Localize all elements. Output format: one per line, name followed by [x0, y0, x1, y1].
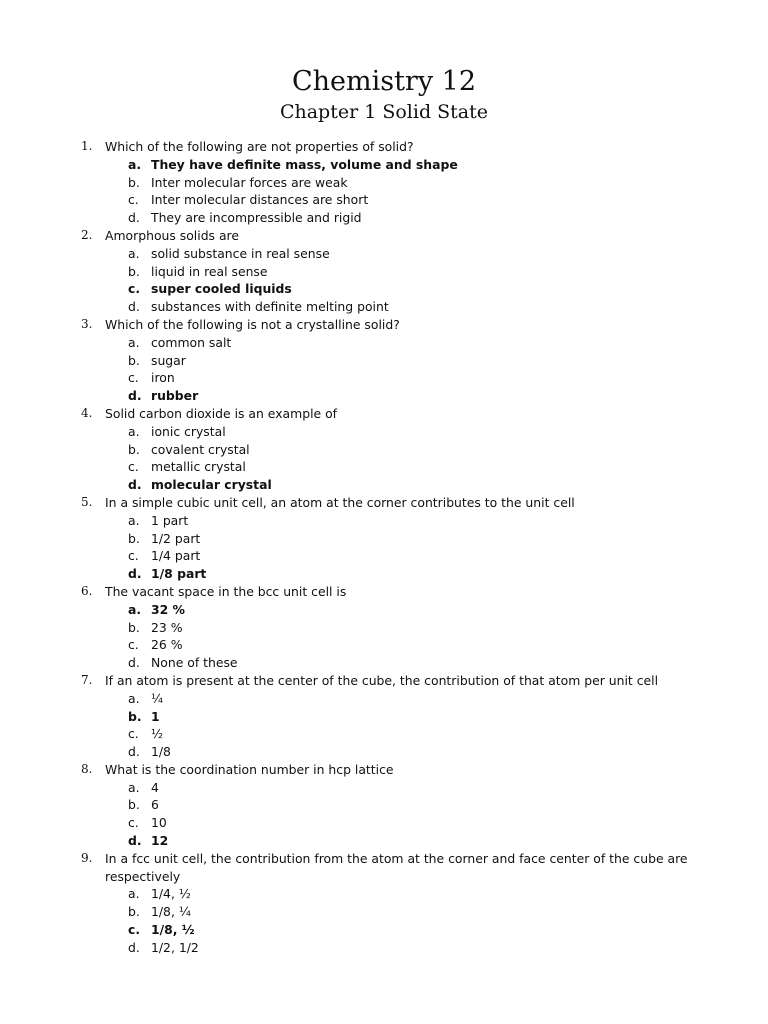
option-label: b. [128, 708, 142, 724]
option-label: d. [128, 210, 140, 226]
option-text: super cooled liquids [151, 281, 292, 297]
option-text: 1/2, 1/2 [151, 939, 199, 955]
option-text: iron [151, 370, 175, 386]
option-text: 26 % [151, 637, 183, 653]
question-7 [0, 672, 768, 690]
option-label: c. [128, 726, 139, 742]
answer-option [0, 903, 768, 921]
question-text: If an atom is present at the center of the cube, the contribution of that atom per unit cell [105, 672, 659, 688]
option-text: 1/2 part [151, 530, 201, 546]
option-label: b. [128, 797, 140, 813]
option-label: b. [128, 174, 140, 190]
answer-option [0, 547, 768, 565]
option-label: a. [128, 423, 140, 439]
option-text: solid substance in real sense [151, 245, 330, 261]
option-label: d. [128, 939, 140, 955]
question-text: Which of the following is not a crystalline solid? [105, 316, 400, 332]
option-text: rubber [151, 388, 199, 404]
option-text: molecular crystal [151, 477, 272, 493]
question-text: Amorphous solids are [105, 227, 239, 243]
option-label: a. [128, 334, 140, 350]
answer-option [0, 334, 768, 352]
option-text: ½ [151, 726, 164, 742]
option-text: Inter molecular distances are short [151, 192, 369, 208]
question-text: In a fcc unit cell, the contribution from the atom at the corner and face center of the cube are respectively [105, 850, 688, 884]
question-2 [0, 227, 768, 245]
answer-option [0, 387, 768, 405]
answer-option [0, 921, 768, 939]
answer-option [0, 476, 768, 494]
question-number: 5. [81, 494, 93, 509]
answer-option [0, 939, 768, 957]
option-text: liquid in real sense [151, 263, 268, 279]
answer-option [0, 280, 768, 298]
option-label: a. [128, 690, 140, 706]
option-text: sugar [151, 352, 186, 368]
option-label: d. [128, 833, 142, 849]
answer-option [0, 636, 768, 654]
question-list [0, 138, 768, 957]
option-text: 1 [151, 708, 160, 724]
answer-option [0, 263, 768, 281]
option-text: None of these [151, 655, 238, 671]
option-text: 1/8, ¼ [151, 904, 191, 920]
option-label: b. [128, 263, 140, 279]
option-label: d. [128, 566, 142, 582]
option-label: c. [128, 281, 141, 297]
question-text: The vacant space in the bcc unit cell is [105, 583, 347, 599]
option-text: 12 [151, 833, 169, 849]
answer-option [0, 885, 768, 903]
option-text: 1 part [151, 512, 189, 528]
answer-option [0, 245, 768, 263]
option-text: 6 [151, 797, 159, 813]
option-text: ionic crystal [151, 423, 226, 439]
answer-option [0, 298, 768, 316]
answer-option [0, 619, 768, 637]
answer-option [0, 209, 768, 227]
answer-option [0, 458, 768, 476]
option-text: 1/4, ½ [151, 886, 191, 902]
answer-option [0, 174, 768, 192]
option-text: 4 [151, 779, 159, 795]
answer-option [0, 441, 768, 459]
answer-option [0, 725, 768, 743]
question-text: Which of the following are not properties of solid? [105, 139, 414, 154]
answer-option [0, 743, 768, 761]
answer-option [0, 654, 768, 672]
option-text: 23 % [151, 619, 183, 635]
option-text: ¼ [151, 690, 164, 706]
answer-option [0, 796, 768, 814]
option-label: b. [128, 441, 140, 457]
option-label: d. [128, 388, 142, 404]
page-subtitle: Chapter 1 Solid State [279, 101, 489, 123]
answer-option [0, 601, 768, 619]
answer-option [0, 779, 768, 797]
option-text: 32 % [151, 601, 185, 617]
option-text: 1/8 [151, 744, 171, 760]
option-label: a. [128, 886, 140, 902]
option-label: b. [128, 619, 140, 635]
answer-option [0, 369, 768, 387]
option-label: a. [128, 779, 140, 795]
question-5 [0, 494, 768, 512]
question-4 [0, 405, 768, 423]
question-number: 4. [81, 405, 93, 420]
question-text: In a simple cubic unit cell, an atom at the corner contributes to the unit cell [105, 494, 575, 510]
option-text: common salt [151, 334, 232, 350]
question-8 [0, 761, 768, 779]
answer-option [0, 832, 768, 850]
question-number: 8. [81, 761, 93, 776]
question-number: 2. [81, 227, 93, 242]
option-label: c. [128, 922, 141, 938]
question-3 [0, 316, 768, 334]
option-label: c. [128, 192, 139, 208]
option-label: a. [128, 245, 140, 261]
option-label: b. [128, 904, 140, 920]
answer-option [0, 814, 768, 832]
answer-option [0, 530, 768, 548]
question-text: Solid carbon dioxide is an example of [105, 405, 338, 421]
option-label: d. [128, 744, 140, 760]
answer-option [0, 191, 768, 209]
answer-option [0, 708, 768, 726]
option-text: substances with definite melting point [151, 299, 389, 315]
question-number: 9. [81, 850, 93, 865]
page-title: Chemistry 12 [291, 66, 477, 97]
option-label: b. [128, 530, 140, 546]
option-text: They have definite mass, volume and shape [151, 156, 458, 172]
answer-option [0, 565, 768, 583]
option-label: c. [128, 637, 139, 653]
question-text: What is the coordination number in hcp lattice [105, 761, 394, 777]
option-label: c. [128, 815, 139, 831]
answer-option [0, 352, 768, 370]
option-text: 1/8, ½ [151, 922, 195, 938]
option-label: d. [128, 299, 140, 315]
question-number: 6. [81, 583, 93, 598]
option-label: c. [128, 548, 139, 564]
question-1 [0, 138, 768, 156]
option-label: a. [128, 512, 140, 528]
question-6 [0, 583, 768, 601]
option-label: d. [128, 477, 142, 493]
option-label: a. [128, 601, 142, 617]
option-label: a. [128, 156, 142, 172]
answer-option [0, 156, 768, 174]
question-number: 1. [81, 139, 93, 153]
answer-option [0, 690, 768, 708]
question-9 [0, 850, 768, 886]
question-number: 7. [81, 672, 93, 687]
option-text: covalent crystal [151, 441, 250, 457]
option-label: b. [128, 352, 140, 368]
option-text: metallic crystal [151, 459, 246, 475]
question-number: 3. [81, 316, 93, 331]
option-text: 1/4 part [151, 548, 201, 564]
option-text: 10 [151, 815, 167, 831]
option-label: d. [128, 655, 140, 671]
option-label: c. [128, 370, 139, 386]
option-label: c. [128, 459, 139, 475]
option-text: 1/8 part [151, 566, 207, 582]
answer-option [0, 512, 768, 530]
answer-option [0, 423, 768, 441]
option-text: Inter molecular forces are weak [151, 174, 348, 190]
option-text: They are incompressible and rigid [151, 210, 362, 226]
